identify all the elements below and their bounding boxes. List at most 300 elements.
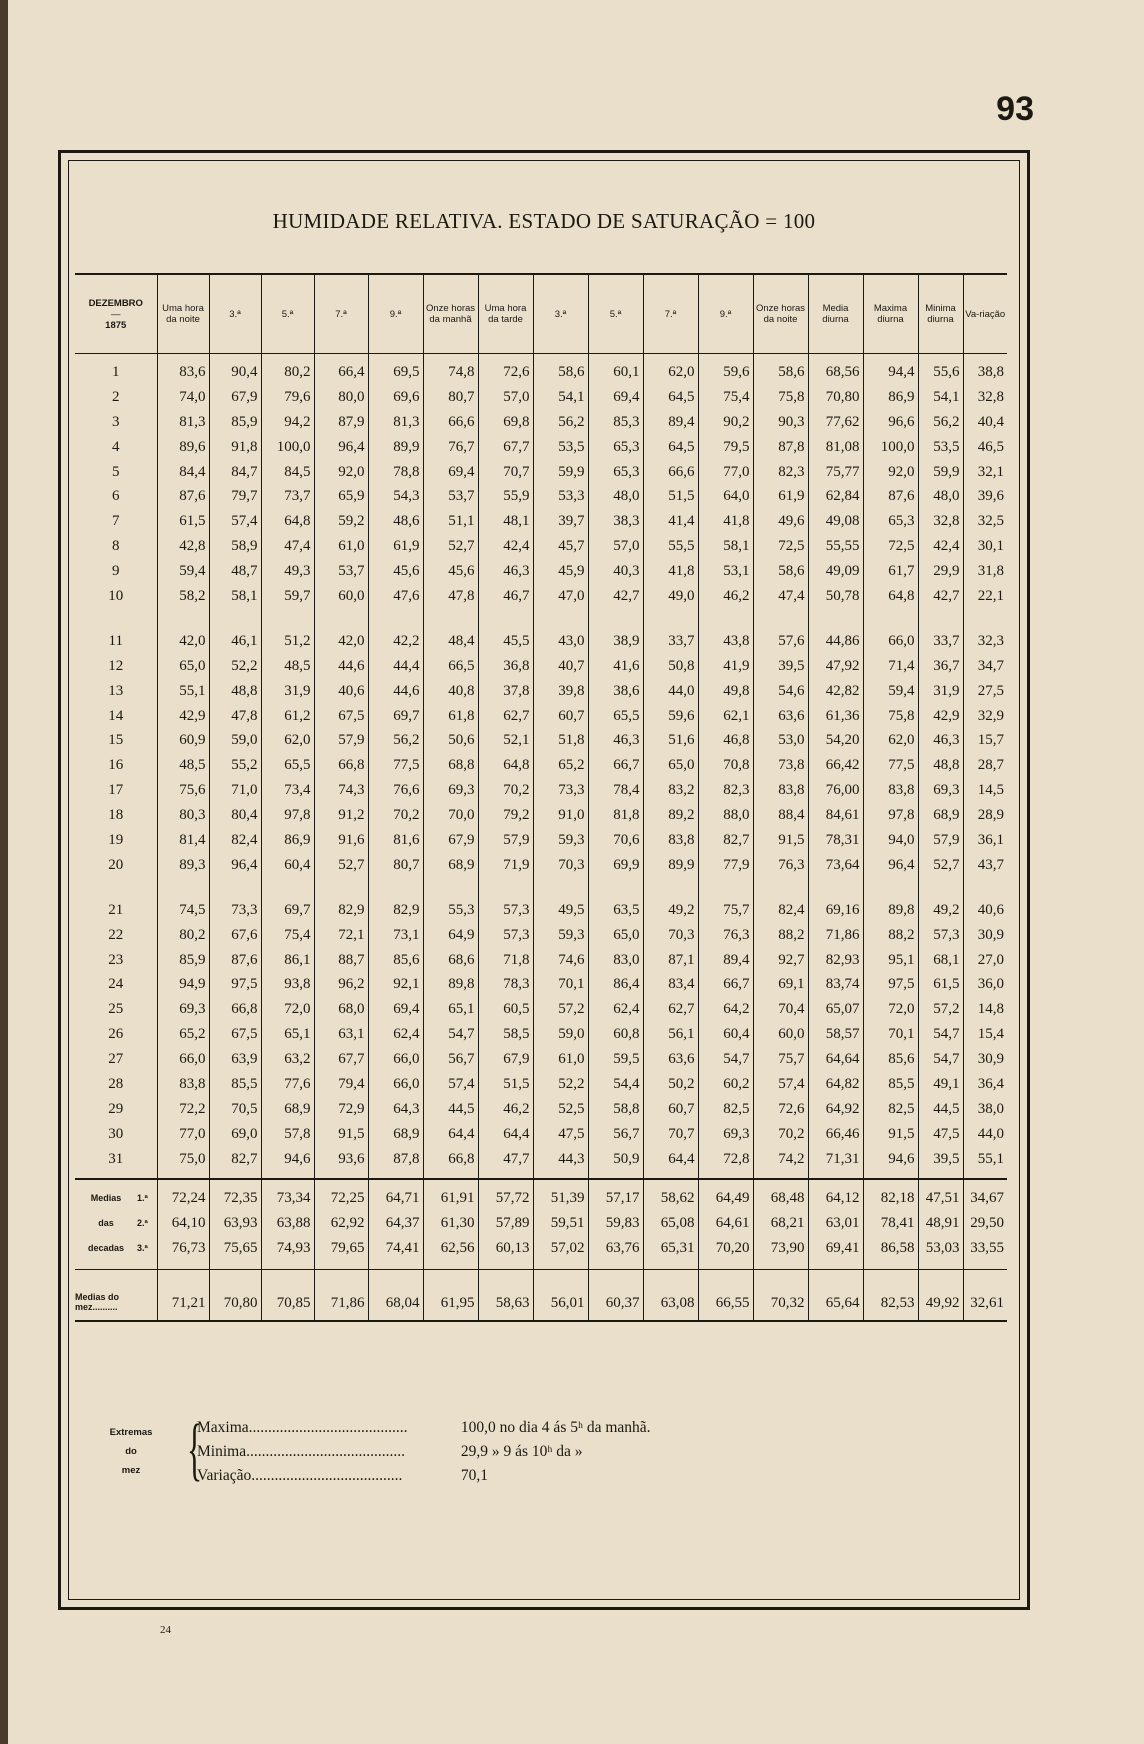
table-cell: 69,3 — [157, 997, 209, 1022]
table-cell: 80,3 — [157, 803, 209, 828]
table-cell: 54,7 — [423, 1022, 478, 1047]
table-cell: 91,8 — [209, 435, 261, 460]
table-cell: 60,37 — [588, 1269, 643, 1321]
table-cell: 59,5 — [588, 1047, 643, 1072]
table-cell: 69,0 — [209, 1122, 261, 1147]
table-cell: 70,7 — [478, 460, 533, 485]
column-header: Media diurna — [808, 274, 863, 354]
table-cell: 55,9 — [478, 484, 533, 509]
table-cell: 75,8 — [863, 704, 918, 729]
table-cell: 64,9 — [423, 923, 478, 948]
empty-cell — [588, 878, 643, 898]
table-cell: 85,6 — [863, 1047, 918, 1072]
table-cell: 59,3 — [533, 828, 588, 853]
table-cell: 68,6 — [423, 948, 478, 973]
table-cell: 74,41 — [368, 1236, 423, 1270]
table-cell: 47,8 — [209, 704, 261, 729]
table-cell: 52,5 — [533, 1097, 588, 1122]
table-cell: 81,08 — [808, 435, 863, 460]
table-cell: 58,8 — [588, 1097, 643, 1122]
table-cell: 49,3 — [261, 559, 314, 584]
table-cell: 25 — [75, 997, 157, 1022]
table-cell: 89,4 — [643, 410, 698, 435]
table-cell: 79,7 — [209, 484, 261, 509]
table-cell: 30,9 — [977, 1051, 1004, 1068]
table-cell: 93,6 — [314, 1147, 368, 1179]
column-header: 3.ª — [533, 274, 588, 354]
table-cell: 71,8 — [478, 948, 533, 973]
column-header: Minima diurna — [918, 274, 963, 354]
table-cell: 60,1 — [588, 354, 643, 385]
table-cell: 71,0 — [209, 778, 261, 803]
table-cell: 82,7 — [209, 1147, 261, 1179]
table-cell: 46,3 — [918, 728, 963, 753]
table-cell: 57,0 — [478, 385, 533, 410]
table-cell: 15,4 — [977, 1026, 1004, 1043]
table-cell: 44,86 — [808, 629, 863, 654]
table-cell: 13 — [75, 679, 157, 704]
table-cell: 58,6 — [753, 559, 808, 584]
table-cell: 28,9 — [977, 807, 1004, 824]
table-cell: 83,74 — [808, 972, 863, 997]
table-cell: 75,0 — [157, 1147, 209, 1179]
table-cell: 80,7 — [368, 853, 423, 878]
table-cell: 30 — [75, 1122, 157, 1147]
column-header: Va-riação — [963, 274, 1007, 354]
table-cell: 65,08 — [643, 1211, 698, 1236]
table-cell: 38,8 — [977, 363, 1004, 380]
empty-cell — [209, 609, 261, 629]
empty-cell — [753, 609, 808, 629]
table-cell: 97,5 — [209, 972, 261, 997]
table-cell: 58,57 — [808, 1022, 863, 1047]
table-cell: 61,5 — [157, 509, 209, 534]
extremes-label-line: do — [125, 1446, 137, 1457]
table-cell: 65,0 — [643, 753, 698, 778]
table-cell: 50,78 — [808, 584, 863, 609]
table-cell: 87,6 — [209, 948, 261, 973]
table-cell: 94,9 — [157, 972, 209, 997]
table-cell: 73,8 — [753, 753, 808, 778]
table-cell: 41,9 — [698, 654, 753, 679]
table-cell: 83,8 — [753, 778, 808, 803]
table-cell: 86,4 — [588, 972, 643, 997]
table-row — [75, 1047, 1007, 1072]
table-cell: 40,3 — [588, 559, 643, 584]
table-cell: 56,1 — [643, 1022, 698, 1047]
table-cell: 57,89 — [478, 1211, 533, 1236]
table-cell: 54,1 — [918, 385, 963, 410]
table-cell: 72,0 — [863, 997, 918, 1022]
table-row — [75, 1122, 1007, 1147]
table-cell: 69,3 — [918, 778, 963, 803]
table-cell: 48,5 — [157, 753, 209, 778]
table-cell: 66,8 — [423, 1147, 478, 1179]
extreme-max-value: 100,0 no dia 4 ás 5ʰ da manhã. — [460, 1419, 651, 1436]
table-cell: 89,6 — [157, 435, 209, 460]
table-cell: 69,3 — [423, 778, 478, 803]
table-cell: 66,0 — [863, 629, 918, 654]
table-cell: 47,8 — [423, 584, 478, 609]
table-cell: 85,5 — [209, 1072, 261, 1097]
table-cell: 59,6 — [698, 354, 753, 385]
empty-cell — [588, 609, 643, 629]
table-cell: 82,5 — [863, 1097, 918, 1122]
table-cell: 75,4 — [261, 923, 314, 948]
table-cell: 3 — [75, 410, 157, 435]
table-cell: 14,5 — [977, 782, 1004, 799]
table-cell: 65,5 — [261, 753, 314, 778]
table-cell: 46,2 — [478, 1097, 533, 1122]
table-cell: 43,7 — [977, 856, 1004, 873]
table-cell: 96,4 — [209, 853, 261, 878]
table-cell: 56,2 — [918, 410, 963, 435]
table-cell: 94,6 — [863, 1147, 918, 1179]
table-cell: 63,88 — [261, 1211, 314, 1236]
decade-mean-row — [75, 1179, 1007, 1211]
table-cell: 89,8 — [423, 972, 478, 997]
table-cell: 85,6 — [368, 948, 423, 973]
table-cell: 71,86 — [314, 1269, 368, 1321]
table-row — [75, 704, 1007, 729]
table-cell: 65,2 — [157, 1022, 209, 1047]
table-cell: 81,3 — [157, 410, 209, 435]
table-cell: 66,7 — [698, 972, 753, 997]
table-cell: 80,0 — [314, 385, 368, 410]
table-row — [75, 853, 1007, 878]
table-cell: 63,6 — [753, 704, 808, 729]
empty-cell — [75, 878, 157, 898]
table-cell: 39,8 — [533, 679, 588, 704]
table-cell: 84,61 — [808, 803, 863, 828]
table-cell: 64,8 — [863, 584, 918, 609]
table-cell: 56,2 — [533, 410, 588, 435]
table-cell: 52,1 — [478, 728, 533, 753]
table-cell: 44,5 — [423, 1097, 478, 1122]
table-cell: 77,6 — [261, 1072, 314, 1097]
table-row — [75, 1097, 1007, 1122]
table-cell: 60,4 — [261, 853, 314, 878]
table-cell: 54,4 — [588, 1072, 643, 1097]
table-cell: 61,8 — [423, 704, 478, 729]
table-cell: 38,0 — [977, 1100, 1004, 1117]
table-cell: 80,2 — [261, 354, 314, 385]
table-cell: 49,09 — [808, 559, 863, 584]
table-cell: 79,2 — [478, 803, 533, 828]
table-cell: 49,08 — [808, 509, 863, 534]
table-cell: 65,0 — [588, 923, 643, 948]
table-cell: 48,4 — [423, 629, 478, 654]
table-cell: 47,92 — [808, 654, 863, 679]
table-cell: 47,6 — [368, 584, 423, 609]
table-cell: 40,6 — [977, 901, 1004, 918]
table-cell: 59,0 — [533, 1022, 588, 1047]
table-cell: 40,4 — [977, 413, 1004, 430]
month-mean-row — [75, 1269, 1007, 1321]
table-cell: 67,9 — [209, 385, 261, 410]
table-cell: 69,6 — [368, 385, 423, 410]
table-cell: 73,1 — [368, 923, 423, 948]
table-cell: 27,0 — [977, 951, 1004, 968]
table-cell: 57,3 — [478, 898, 533, 923]
empty-cell — [643, 609, 698, 629]
table-cell: 79,6 — [261, 385, 314, 410]
table-cell: 49,0 — [643, 584, 698, 609]
table-cell: 64,71 — [368, 1179, 423, 1211]
table-frame — [58, 150, 1030, 1610]
table-cell: 27 — [75, 1047, 157, 1072]
column-header: 9.ª — [368, 274, 423, 354]
table-cell: 73,3 — [533, 778, 588, 803]
table-cell: 19 — [75, 828, 157, 853]
table-cell: 31 — [75, 1147, 157, 1179]
table-row — [75, 460, 1007, 485]
table-cell: 65,1 — [423, 997, 478, 1022]
table-row — [75, 629, 1007, 654]
table-cell: 64,4 — [643, 1147, 698, 1179]
month-dash: — — [111, 308, 121, 320]
table-cell: 95,1 — [863, 948, 918, 973]
table-cell: 46,3 — [478, 559, 533, 584]
table-cell: 66,6 — [423, 410, 478, 435]
table-cell: 66,0 — [368, 1047, 423, 1072]
table-cell: 68,8 — [423, 753, 478, 778]
table-cell: 61,2 — [261, 704, 314, 729]
table-cell: 72,0 — [261, 997, 314, 1022]
extreme-min-row — [197, 1443, 583, 1467]
table-cell: 12 — [75, 654, 157, 679]
table-cell: 57,3 — [478, 923, 533, 948]
table-cell: 34,67 — [970, 1189, 1004, 1206]
table-cell: 47,7 — [478, 1147, 533, 1179]
extreme-variation-label: Variação....................................... — [197, 1467, 403, 1484]
table-cell: 51,1 — [423, 509, 478, 534]
empty-cell — [368, 878, 423, 898]
table-cell: 76,7 — [423, 435, 478, 460]
table-cell: 96,4 — [863, 853, 918, 878]
table-cell: 63,9 — [209, 1047, 261, 1072]
table-row — [75, 803, 1007, 828]
column-header: 5.ª — [261, 274, 314, 354]
table-cell: 74,6 — [533, 948, 588, 973]
table-cell: 39,6 — [977, 488, 1004, 505]
table-cell: 49,8 — [698, 679, 753, 704]
table-cell: 75,4 — [698, 385, 753, 410]
table-cell: 80,4 — [209, 803, 261, 828]
table-cell: 70,2 — [753, 1122, 808, 1147]
table-cell: 59,0 — [209, 728, 261, 753]
table-cell: 52,7 — [314, 853, 368, 878]
empty-cell — [209, 878, 261, 898]
table-cell: 54,1 — [533, 385, 588, 410]
table-cell: 36,7 — [918, 654, 963, 679]
empty-cell — [423, 878, 478, 898]
table-cell: 65,0 — [157, 654, 209, 679]
table-cell: 39,5 — [918, 1147, 963, 1179]
table-cell: 46,5 — [977, 438, 1004, 455]
empty-cell — [261, 878, 314, 898]
table-cell: 57,9 — [918, 828, 963, 853]
table-cell: 60,2 — [698, 1072, 753, 1097]
table-cell: 96,2 — [314, 972, 368, 997]
table-cell: 49,2 — [918, 898, 963, 923]
table-cell: 64,82 — [808, 1072, 863, 1097]
table-cell: 70,0 — [423, 803, 478, 828]
table-cell: 70,80 — [808, 385, 863, 410]
table-cell: 87,1 — [643, 948, 698, 973]
table-cell: 41,4 — [643, 509, 698, 534]
extremes-brace: { — [187, 1411, 203, 1488]
table-cell: 42,82 — [808, 679, 863, 704]
table-cell: 64,4 — [478, 1122, 533, 1147]
table-cell: 39,5 — [753, 654, 808, 679]
table-cell: 24 — [75, 972, 157, 997]
table-cell: 17 — [75, 778, 157, 803]
table-cell: 57,4 — [209, 509, 261, 534]
table-cell: 63,93 — [209, 1211, 261, 1236]
table-cell: 76,3 — [753, 853, 808, 878]
table-cell: 44,4 — [368, 654, 423, 679]
table-cell: 87,9 — [314, 410, 368, 435]
table-cell: 32,8 — [977, 388, 1004, 405]
table-cell: 44,0 — [977, 1125, 1004, 1142]
table-cell: 38,9 — [588, 629, 643, 654]
table-row — [75, 354, 1007, 385]
table-row — [75, 948, 1007, 973]
table-cell: 74,3 — [314, 778, 368, 803]
table-cell: 85,9 — [209, 410, 261, 435]
table-cell: 48,0 — [918, 484, 963, 509]
table-cell: 55,1 — [963, 1147, 1007, 1179]
empty-cell — [808, 609, 863, 629]
table-cell: 92,1 — [368, 972, 423, 997]
table-cell: 89,3 — [157, 853, 209, 878]
table-cell: 64,4 — [423, 1122, 478, 1147]
table-cell: 1 — [75, 354, 157, 385]
extreme-min-value: 29,9 » 9 ás 10ʰ da » — [460, 1443, 583, 1460]
table-cell: 32,1 — [977, 463, 1004, 480]
table-cell: 88,4 — [753, 803, 808, 828]
table-cell: 62,7 — [478, 704, 533, 729]
table-cell: 7 — [75, 509, 157, 534]
table-cell: 87,6 — [157, 484, 209, 509]
page-number: 93 — [996, 90, 1034, 128]
table-cell: 65,5 — [588, 704, 643, 729]
table-cell: 66,55 — [698, 1269, 753, 1321]
table-cell: 91,5 — [863, 1122, 918, 1147]
table-cell: 68,9 — [423, 853, 478, 878]
table-cell: 86,9 — [261, 828, 314, 853]
table-cell: 80,7 — [423, 385, 478, 410]
table-cell: 29,9 — [918, 559, 963, 584]
table-cell: 57,17 — [588, 1179, 643, 1211]
empty-cell — [753, 878, 808, 898]
decade-number: 3.ª — [137, 1243, 148, 1254]
table-cell: 55,6 — [918, 354, 963, 385]
table-cell: 62,0 — [863, 728, 918, 753]
table-cell: 74,5 — [157, 898, 209, 923]
table-cell: 16 — [75, 753, 157, 778]
extreme-min-label: Minima......................................... — [197, 1443, 405, 1460]
table-cell: 69,9 — [588, 853, 643, 878]
table-cell: 69,4 — [368, 997, 423, 1022]
table-cell: 59,2 — [314, 509, 368, 534]
table-cell: 82,93 — [808, 948, 863, 973]
table-cell: 54,7 — [698, 1047, 753, 1072]
table-cell: 67,7 — [478, 435, 533, 460]
table-cell: 36,1 — [977, 831, 1004, 848]
decade-mean-label — [75, 1236, 157, 1270]
table-cell: 82,9 — [314, 898, 368, 923]
table-cell: 8 — [75, 534, 157, 559]
table-cell: 66,5 — [423, 654, 478, 679]
table-cell: 56,2 — [368, 728, 423, 753]
table-cell: 33,7 — [918, 629, 963, 654]
table-cell: 91,2 — [314, 803, 368, 828]
table-cell: 94,2 — [261, 410, 314, 435]
table-cell: 74,2 — [753, 1147, 808, 1179]
table-cell: 42,0 — [314, 629, 368, 654]
table-cell: 2 — [75, 385, 157, 410]
empty-cell — [75, 609, 157, 629]
table-row — [75, 679, 1007, 704]
table-cell: 56,01 — [533, 1269, 588, 1321]
table-cell: 84,5 — [261, 460, 314, 485]
table-cell: 49,5 — [533, 898, 588, 923]
table-cell: 83,4 — [643, 972, 698, 997]
table-cell: 89,4 — [698, 948, 753, 973]
table-cell: 60,5 — [478, 997, 533, 1022]
extremes-label-line: Extremas — [109, 1427, 153, 1438]
decade-separator — [75, 878, 1007, 898]
table-cell: 65,3 — [863, 509, 918, 534]
table-cell: 53,7 — [423, 484, 478, 509]
book-spine — [0, 0, 8, 1744]
table-cell: 65,2 — [533, 753, 588, 778]
table-cell: 51,5 — [643, 484, 698, 509]
table-cell: 77,9 — [698, 853, 753, 878]
table-cell: 49,1 — [918, 1072, 963, 1097]
month-header — [75, 274, 157, 354]
table-cell: 83,8 — [643, 828, 698, 853]
table-cell: 70,85 — [261, 1269, 314, 1321]
table-cell: 100,0 — [261, 435, 314, 460]
table-cell: 62,4 — [588, 997, 643, 1022]
table-cell: 45,9 — [533, 559, 588, 584]
table-cell: 67,5 — [209, 1022, 261, 1047]
table-cell: 47,0 — [533, 584, 588, 609]
empty-cell — [808, 878, 863, 898]
table-cell: 28 — [75, 1072, 157, 1097]
table-cell: 91,5 — [753, 828, 808, 853]
table-cell: 26 — [75, 1022, 157, 1047]
table-cell: 81,4 — [157, 828, 209, 853]
table-cell: 62,0 — [643, 354, 698, 385]
table-cell: 57,02 — [533, 1236, 588, 1270]
table-cell: 73,7 — [261, 484, 314, 509]
table-cell: 72,6 — [753, 1097, 808, 1122]
decade-mean-label — [75, 1179, 157, 1211]
table-cell: 83,8 — [863, 778, 918, 803]
table-cell: 69,4 — [423, 460, 478, 485]
table-cell: 33,7 — [643, 629, 698, 654]
table-cell: 78,31 — [808, 828, 863, 853]
table-cell: 32,8 — [918, 509, 963, 534]
table-cell: 40,7 — [533, 654, 588, 679]
table-cell: 46,8 — [698, 728, 753, 753]
table-cell: 81,6 — [368, 828, 423, 853]
table-cell: 69,4 — [588, 385, 643, 410]
